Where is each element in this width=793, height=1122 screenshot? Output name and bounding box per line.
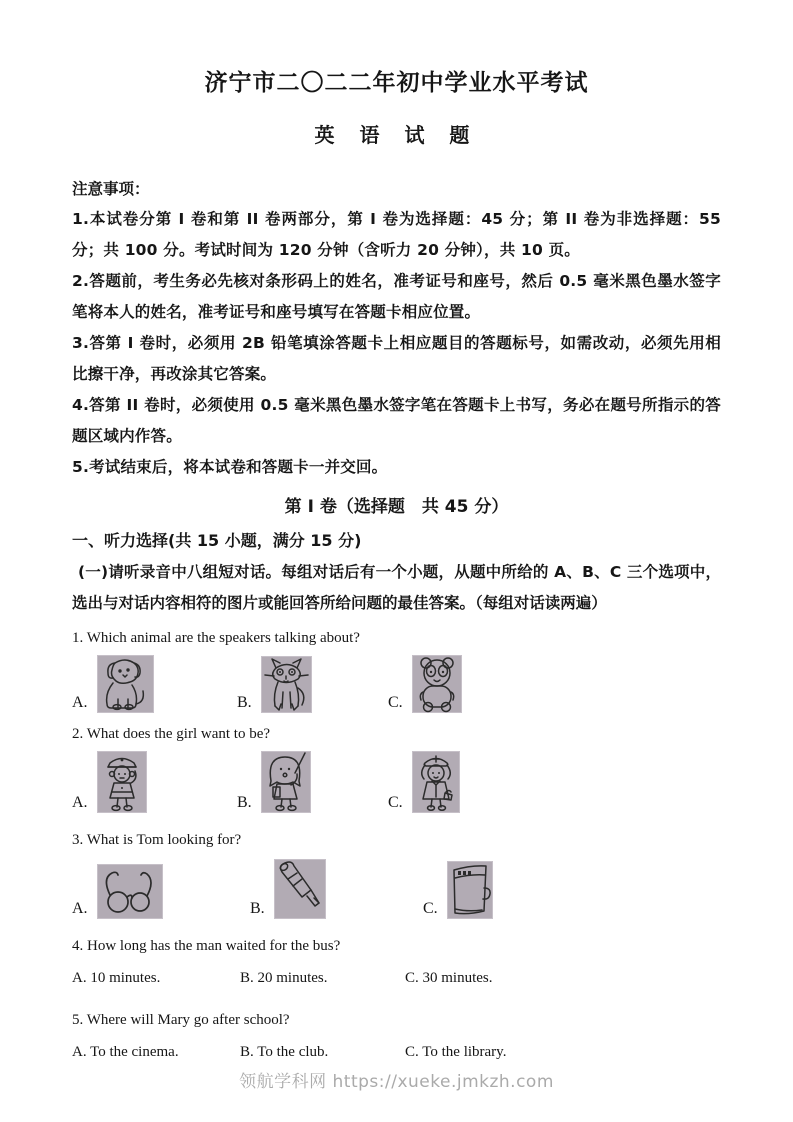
q1-option-c bbox=[388, 655, 721, 713]
question-2-options bbox=[72, 751, 721, 813]
pen-image bbox=[274, 859, 326, 919]
notice-item-5: 5.考试结束后，将本试卷和答题卡一并交回。 bbox=[72, 458, 388, 476]
option-label: B. bbox=[237, 794, 252, 811]
question-5-options bbox=[72, 1037, 721, 1067]
glasses-image bbox=[97, 864, 163, 919]
exam-subject-title: 英 语 试 题 bbox=[314, 123, 479, 147]
q1-option-a bbox=[72, 655, 237, 713]
q2-option-b bbox=[237, 751, 388, 813]
notice-heading: 注意事项： bbox=[72, 180, 150, 198]
police-officer-image bbox=[97, 751, 147, 813]
cat-image bbox=[261, 656, 312, 713]
q1-option-b bbox=[237, 656, 388, 713]
question-1-options bbox=[72, 655, 721, 713]
panda-image bbox=[412, 655, 462, 713]
question-5-text: 5. Where will Mary go after school? bbox=[72, 1012, 290, 1028]
option-label: C. bbox=[388, 694, 403, 711]
q3-option-b bbox=[250, 859, 423, 919]
listening-part-heading: 一、听力选择(共 15 小题，满分 15 分) bbox=[72, 531, 362, 550]
option-label: A. bbox=[72, 794, 88, 811]
wallet-image bbox=[447, 861, 493, 919]
listening-instructions: (一)请听录音中八组短对话。每组对话后有一个小题，从题中所给的 A、B、C 三个选项中，选出与对话内容相符的图片或能回答所给问题的最佳答案。（每组对话读两遍） bbox=[72, 563, 721, 612]
section1-title: 第 I 卷（选择题 共 45 分） bbox=[284, 497, 509, 517]
q5-option-a: A. To the cinema. bbox=[72, 1044, 179, 1060]
q4-option-b: B. 20 minutes. bbox=[240, 970, 328, 986]
question-2-text: 2. What does the girl want to be? bbox=[72, 726, 271, 742]
q4-option-c: C. 30 minutes. bbox=[405, 970, 493, 986]
option-label: A. bbox=[72, 694, 88, 711]
option-label: C. bbox=[423, 900, 438, 917]
notice-item-2: 2.答题前，考生务必先核对条形码上的姓名，准考证号和座号，然后 0.5 毫米黑色墨水签字笔将本人的姓名，准考证号和座号填写在答题卡相应位置。 bbox=[72, 272, 721, 321]
q5-option-c: C. To the library. bbox=[405, 1044, 507, 1060]
q3-option-a bbox=[72, 864, 250, 919]
notice-item-1: 1.本试卷分第 I 卷和第 II 卷两部分，第 I 卷为选择题：45 分；第 II 卷为非选择题：55 分；共 100 分。考试时间为 120 分钟（含听力 20 分钟），共 10 页。 bbox=[72, 210, 721, 259]
q5-option-b: B. To the club. bbox=[240, 1044, 329, 1060]
notice-item-4: 4.答第 II 卷时，必须使用 0.5 毫米黑色墨水签字笔在答题卡上书写，务必在题号所指示的答题区域内作答。 bbox=[72, 396, 721, 445]
question-1-text: 1. Which animal are the speakers talking about? bbox=[72, 630, 360, 646]
option-label: A. bbox=[72, 900, 88, 917]
notice-item-3: 3.答第 I 卷时，必须用 2B 铅笔填涂答题卡上相应题目的答题标号，如需改动，必须先用相比擦干净，再改涂其它答案。 bbox=[72, 334, 721, 383]
q2-option-c bbox=[388, 751, 721, 813]
question-4-text: 4. How long has the man waited for the bus? bbox=[72, 938, 341, 954]
exam-title: 济宁市二〇二二年初中学业水平考试 bbox=[204, 70, 589, 96]
q2-option-a bbox=[72, 751, 237, 813]
dog-image bbox=[97, 655, 154, 713]
notice-section bbox=[72, 174, 721, 483]
option-label: C. bbox=[388, 794, 403, 811]
question-3-text: 3. What is Tom looking for? bbox=[72, 832, 242, 848]
question-3-options bbox=[72, 859, 721, 919]
option-label: B. bbox=[250, 900, 265, 917]
nurse-image bbox=[412, 751, 460, 813]
teacher-image bbox=[261, 751, 311, 813]
watermark-footer: 领航学科网 https://xueke.jmkzh.com bbox=[239, 1072, 554, 1092]
question-4-options bbox=[72, 963, 721, 993]
q4-option-a: A. 10 minutes. bbox=[72, 970, 161, 986]
q3-option-c bbox=[423, 861, 721, 919]
option-label: B. bbox=[237, 694, 252, 711]
